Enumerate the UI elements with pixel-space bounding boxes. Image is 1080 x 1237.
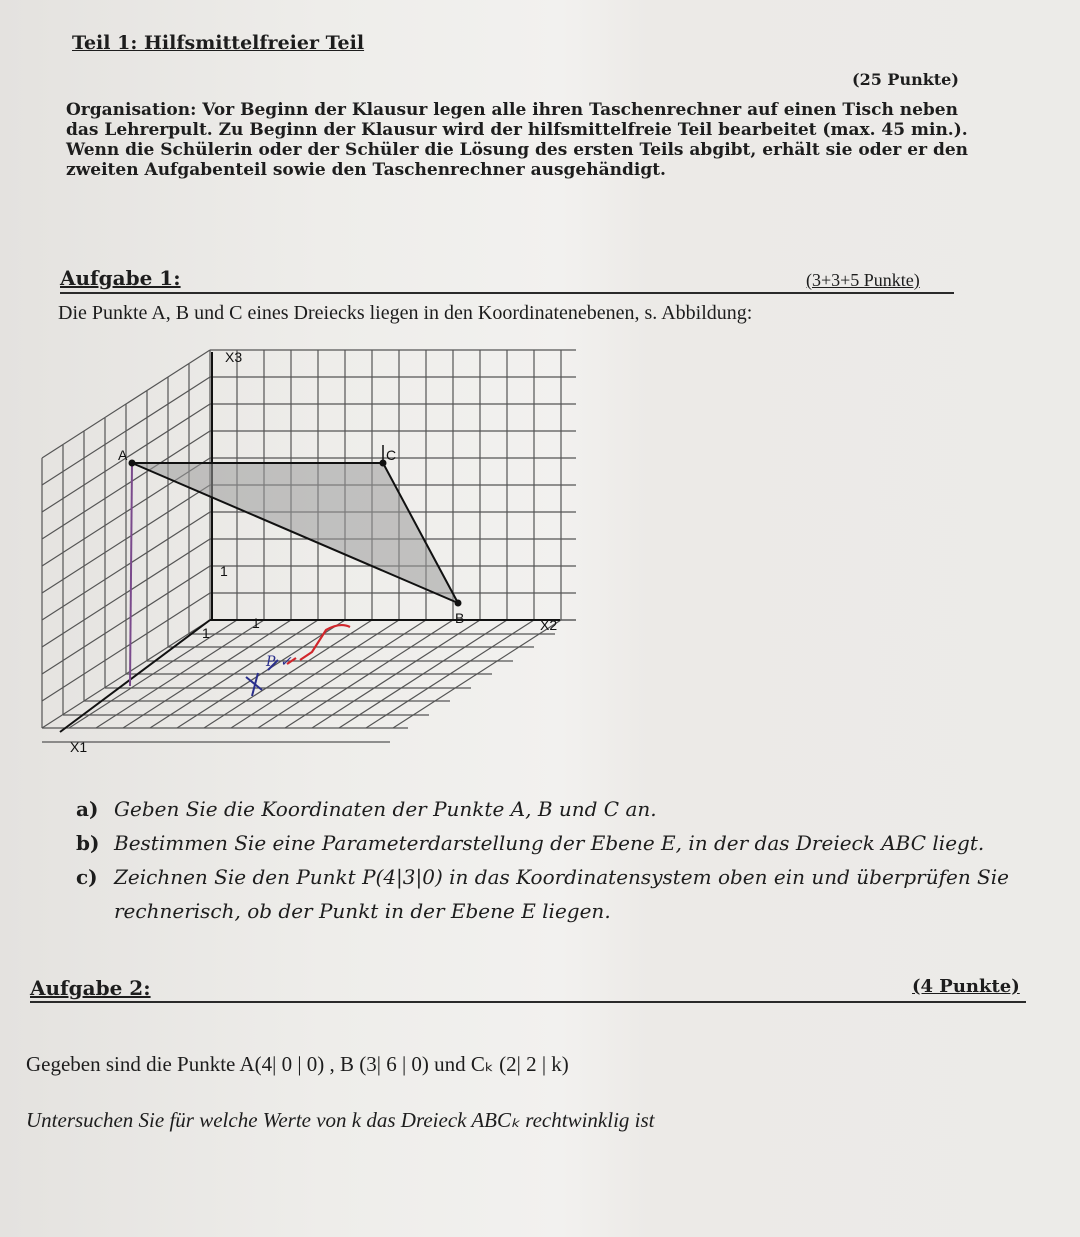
aufgabe1-intro: Die Punkte A, B und C eines Dreiecks liegen in den Koordinatenebenen, s. Abbildung: bbox=[58, 302, 753, 324]
aufgabe2-points: (4 Punkte) bbox=[912, 976, 1020, 997]
organisation-line: zweiten Aufgabenteil sowie den Taschenrechner ausgehändigt. bbox=[66, 160, 666, 180]
part-points: (25 Punkte) bbox=[852, 70, 959, 89]
task-item bbox=[76, 826, 1009, 860]
task-text: Geben Sie die Koordinaten der Punkte A, B und C an. bbox=[114, 797, 657, 821]
part-heading: Teil 1: Hilfsmittelfreier Teil bbox=[72, 32, 365, 54]
triangle-abc bbox=[132, 463, 458, 603]
handwritten-p: P ✓ bbox=[266, 654, 292, 670]
a-drop-line bbox=[130, 463, 132, 686]
aufgabe2-task: Untersuchen Sie für welche Werte von k das Dreieck ABCₖ rechtwinklig ist bbox=[26, 1108, 655, 1132]
task-label: a) bbox=[76, 797, 99, 821]
task-label: b) bbox=[76, 831, 100, 855]
label-x2: X2 bbox=[540, 617, 558, 633]
aufgabe1-rule bbox=[60, 292, 954, 294]
label-x3: X3 bbox=[225, 349, 243, 365]
organisation-paragraph bbox=[66, 100, 986, 180]
organisation-line: das Lehrerpult. Zu Beginn der Klausur wird der hilfsmittelfreie Teil bearbeitet (max. 45 min.). bbox=[66, 120, 968, 140]
aufgabe1-title: Aufgabe 1: bbox=[60, 266, 181, 290]
organisation-line: Wenn die Schülerin oder der Schüler die Lösung des ersten Teils abgibt, erhält sie oder er den bbox=[66, 140, 969, 160]
task-item bbox=[76, 860, 1009, 894]
task-label: c) bbox=[76, 865, 98, 889]
label-x1: X1 bbox=[70, 739, 88, 755]
label-c: C bbox=[386, 447, 397, 463]
organisation-line: Organisation: Vor Beginn der Klausur legen alle ihren Taschenrechner auf einen Tisch neben bbox=[66, 100, 958, 120]
tick-label-x2: 1 bbox=[252, 615, 260, 631]
aufgabe1-points: (3+3+5 Punkte) bbox=[806, 270, 920, 290]
point-a-dot bbox=[129, 460, 136, 467]
task-text: Bestimmen Sie eine Parameterdarstellung der Ebene E, in der das Dreieck ABC liegt. bbox=[114, 831, 985, 855]
task-text: Zeichnen Sie den Punkt P(4|3|0) in das Koordinatensystem oben ein und überprüfen Sie bbox=[114, 865, 1009, 889]
label-b: B bbox=[455, 610, 465, 626]
aufgabe2-given: Gegeben sind die Punkte A(4| 0 | 0) , B (3| 6 | 0) und Cₖ (2| 2 | k) bbox=[26, 1052, 569, 1076]
aufgabe2-title: Aufgabe 2: bbox=[30, 976, 151, 1000]
coordinate-axes bbox=[60, 352, 560, 732]
x1x2-floor-grid bbox=[42, 620, 576, 742]
point-b-dot bbox=[455, 600, 462, 607]
task-c-continuation: rechnerisch, ob der Punkt in der Ebene E liegen. bbox=[114, 899, 611, 923]
aufgabe2-rule bbox=[30, 1001, 1026, 1003]
task-item bbox=[76, 792, 1009, 826]
tick-label-x3: 1 bbox=[220, 563, 228, 579]
aufgabe1-tasks bbox=[76, 792, 1009, 928]
label-a: A bbox=[118, 447, 128, 463]
coordinate-system-figure bbox=[0, 330, 600, 770]
tick-label-x1: 1 bbox=[202, 625, 210, 641]
